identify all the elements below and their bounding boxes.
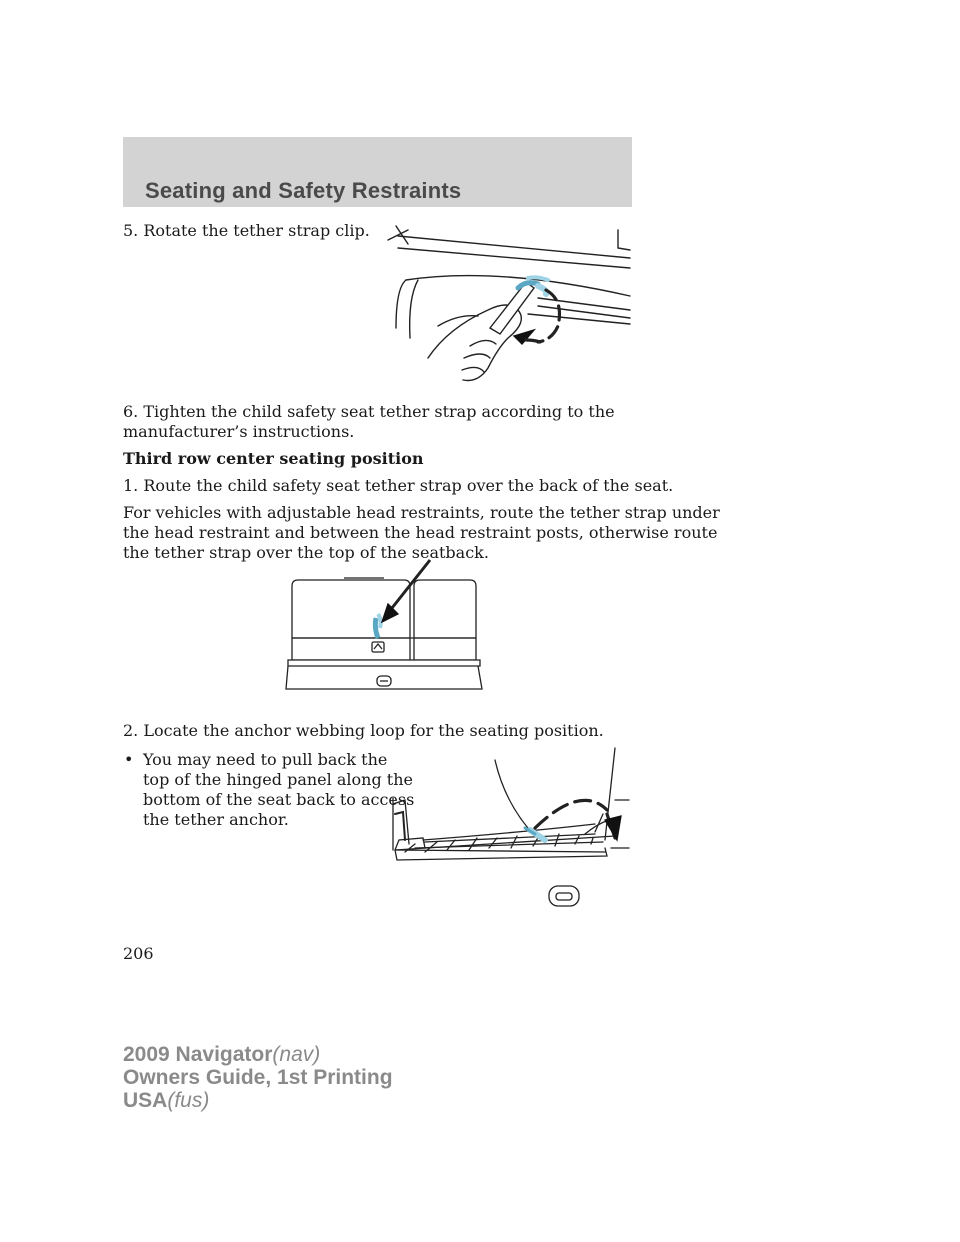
hinged-panel-anchor-illustration	[385, 744, 630, 908]
tether-clip-rotate-illustration	[378, 218, 632, 388]
document-footer	[123, 1043, 393, 1112]
step-5-text: 5. Rotate the tether strap clip.	[123, 221, 370, 240]
step-1-text: 1. Route the child safety seat tether strap over the back of the seat.	[123, 476, 674, 495]
bullet-line-3: bottom of the seat back to access	[143, 790, 415, 809]
footer-market-code: (fus)	[167, 1089, 210, 1112]
section-heading: Third row center seating position	[123, 449, 424, 468]
bullet-line-1: You may need to pull back the	[143, 750, 388, 769]
footer-line-3	[123, 1089, 393, 1112]
step-6-line-2: manufacturer’s instructions.	[123, 422, 355, 441]
footer-printing: Owners Guide, 1st Printing	[123, 1066, 393, 1089]
step-2-text: 2. Locate the anchor webbing loop for the seating position.	[123, 721, 604, 740]
bullet-line-4: the tether anchor.	[143, 810, 289, 829]
paragraph-line-3: the tether strap over the top of the seatback.	[123, 543, 489, 562]
page-number: 206	[123, 944, 154, 963]
footer-line-2	[123, 1066, 393, 1089]
step-6-line-1: 6. Tighten the child safety seat tether strap according to the	[123, 402, 615, 421]
footer-model-code: (nav)	[272, 1043, 321, 1066]
footer-model: 2009 Navigator	[123, 1043, 273, 1066]
bullet-symbol: •	[124, 750, 134, 769]
paragraph-line-2: the head restraint and between the head restraint posts, otherwise route	[123, 523, 718, 542]
seat-back-strap-route-illustration	[284, 556, 484, 692]
paragraph-line-1: For vehicles with adjustable head restraints, route the tether strap under	[123, 503, 720, 522]
footer-line-1	[123, 1043, 393, 1066]
page-title: Seating and Safety Restraints	[145, 178, 462, 203]
bullet-line-2: top of the hinged panel along the	[143, 770, 413, 789]
footer-market: USA	[123, 1089, 168, 1112]
